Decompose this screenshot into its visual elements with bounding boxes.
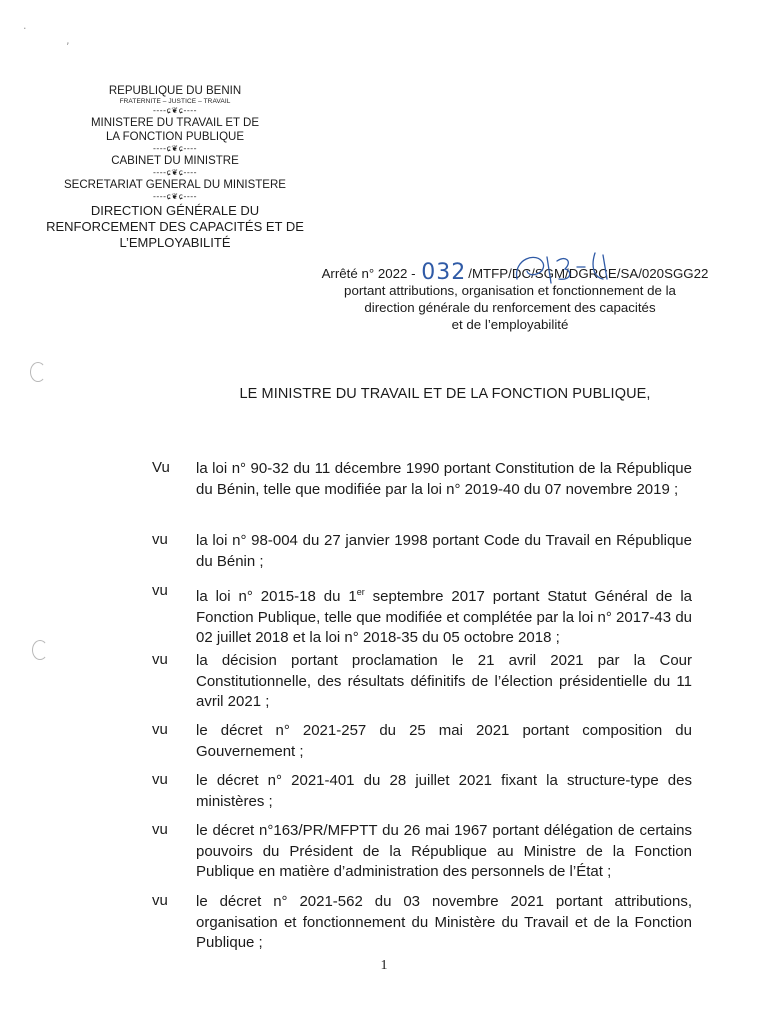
consideration-text-part: septembre 2017 portant Statut Général de la Fonction Publique, telle que modifiée et complétée par la loi n° 2017-43 du 02 juillet 2018 et la loi n° 2018-35 du 05 octobre 2018 ;: [196, 588, 693, 646]
arrete-subject-line3: et de l’employabilité: [451, 317, 569, 332]
direction-name-line2: RENFORCEMENT DES CAPACITÉS ET DE: [46, 219, 304, 234]
consideration-text: le décret n°163/PR/MFPTT du 26 mai 1967 portant délégation de certains pouvoirs du Président de la République au Ministre de la Fonction Publique en matière d’administration des personnels de l’État ;: [196, 822, 692, 880]
consideration-text: la décision portant proclamation le 21 avril 2021 par la Cour Constitutionnelle, des résultats définitifs de l’élection présidentielle du 11 avril 2021 ;: [196, 652, 692, 710]
consideration-text: la loi n° 90-32 du 11 décembre 1990 portant Constitution de la République du Bénin, telle que modifiée par la loi n° 2019-40 du 07 novembre 2019 ;: [196, 460, 692, 498]
consideration-label: vu: [152, 531, 168, 548]
consideration-text: le décret n° 2021-257 du 25 mai 2021 portant composition du Gouvernement ;: [196, 722, 692, 760]
handwritten-arrete-number: 032: [421, 260, 467, 285]
consideration-text: [196, 582, 692, 649]
consideration-label: vu: [152, 582, 168, 599]
direction-name-line3: L’EMPLOYABILITÉ: [119, 235, 231, 250]
consideration-label: vu: [152, 821, 168, 838]
handwritten-signature-scribble: [507, 249, 627, 289]
republic-name: REPUBLIQUE DU BENIN: [108, 85, 242, 97]
punch-hole-mark: [32, 640, 48, 660]
arrete-subject-line1: portant attributions, organisation et fonctionnement de la: [344, 283, 676, 298]
consideration-label: vu: [152, 771, 168, 788]
direction-name-line1: DIRECTION GÉNÉRALE DU: [90, 203, 260, 218]
arrete-reference-line: [312, 260, 709, 285]
cabinet-name: CABINET DU MINISTRE: [111, 155, 239, 167]
consideration-text-part: la loi n° 2015-18 du 1: [196, 588, 357, 605]
ministry-name-line1: MINISTERE DU TRAVAIL ET DE: [90, 117, 260, 129]
arrete-prefix: Arrêté n° 2022 -: [321, 266, 420, 281]
header-separator: ----ɕ❦ɕ----: [152, 106, 198, 115]
ministry-name-line2: LA FONCTION PUBLIQUE: [105, 131, 245, 143]
letterhead: [40, 84, 310, 250]
arrete-subject-line2: direction générale du renforcement des capacités: [364, 300, 656, 315]
consideration-text: le décret n° 2021-401 du 28 juillet 2021 fixant la structure-type des ministères ;: [196, 772, 692, 810]
national-motto: FRATERNITE – JUSTICE – TRAVAIL: [119, 98, 231, 105]
consideration-text: la loi n° 98-004 du 27 janvier 1998 portant Code du Travail en République du Bénin ;: [196, 532, 692, 570]
consideration-label: vu: [152, 892, 168, 909]
header-separator: ----ɕ❦ɕ----: [152, 192, 198, 201]
arrete-reference-block: [300, 260, 720, 333]
arrete-suffix: /MTFP/DC/SGM/DGRCE/SA/020SGG22: [468, 266, 709, 281]
minister-heading: LE MINISTRE DU TRAVAIL ET DE LA FONCTION PUBLIQUE,: [239, 386, 651, 402]
consideration-label: Vu: [152, 459, 170, 476]
page-number: 1: [380, 958, 388, 973]
secretariat-name: SECRETARIAT GENERAL DU MINISTERE: [64, 179, 286, 191]
consideration-label: vu: [152, 651, 168, 668]
ordinal-superscript: er: [356, 587, 365, 597]
header-separator: ----ɕ❦ɕ----: [152, 144, 198, 153]
scan-speck-mark: ‚: [66, 34, 70, 47]
consideration-label: vu: [152, 721, 168, 738]
header-separator: ----ɕ❦ɕ----: [152, 168, 198, 177]
punch-hole-mark: [30, 362, 46, 382]
consideration-text: le décret n° 2021-562 du 03 novembre 2021 portant attributions, organisation et fonctionnement du Ministère du Travail et de la Fonction Publique ;: [196, 893, 692, 951]
scan-speck-mark: ·: [23, 22, 27, 35]
